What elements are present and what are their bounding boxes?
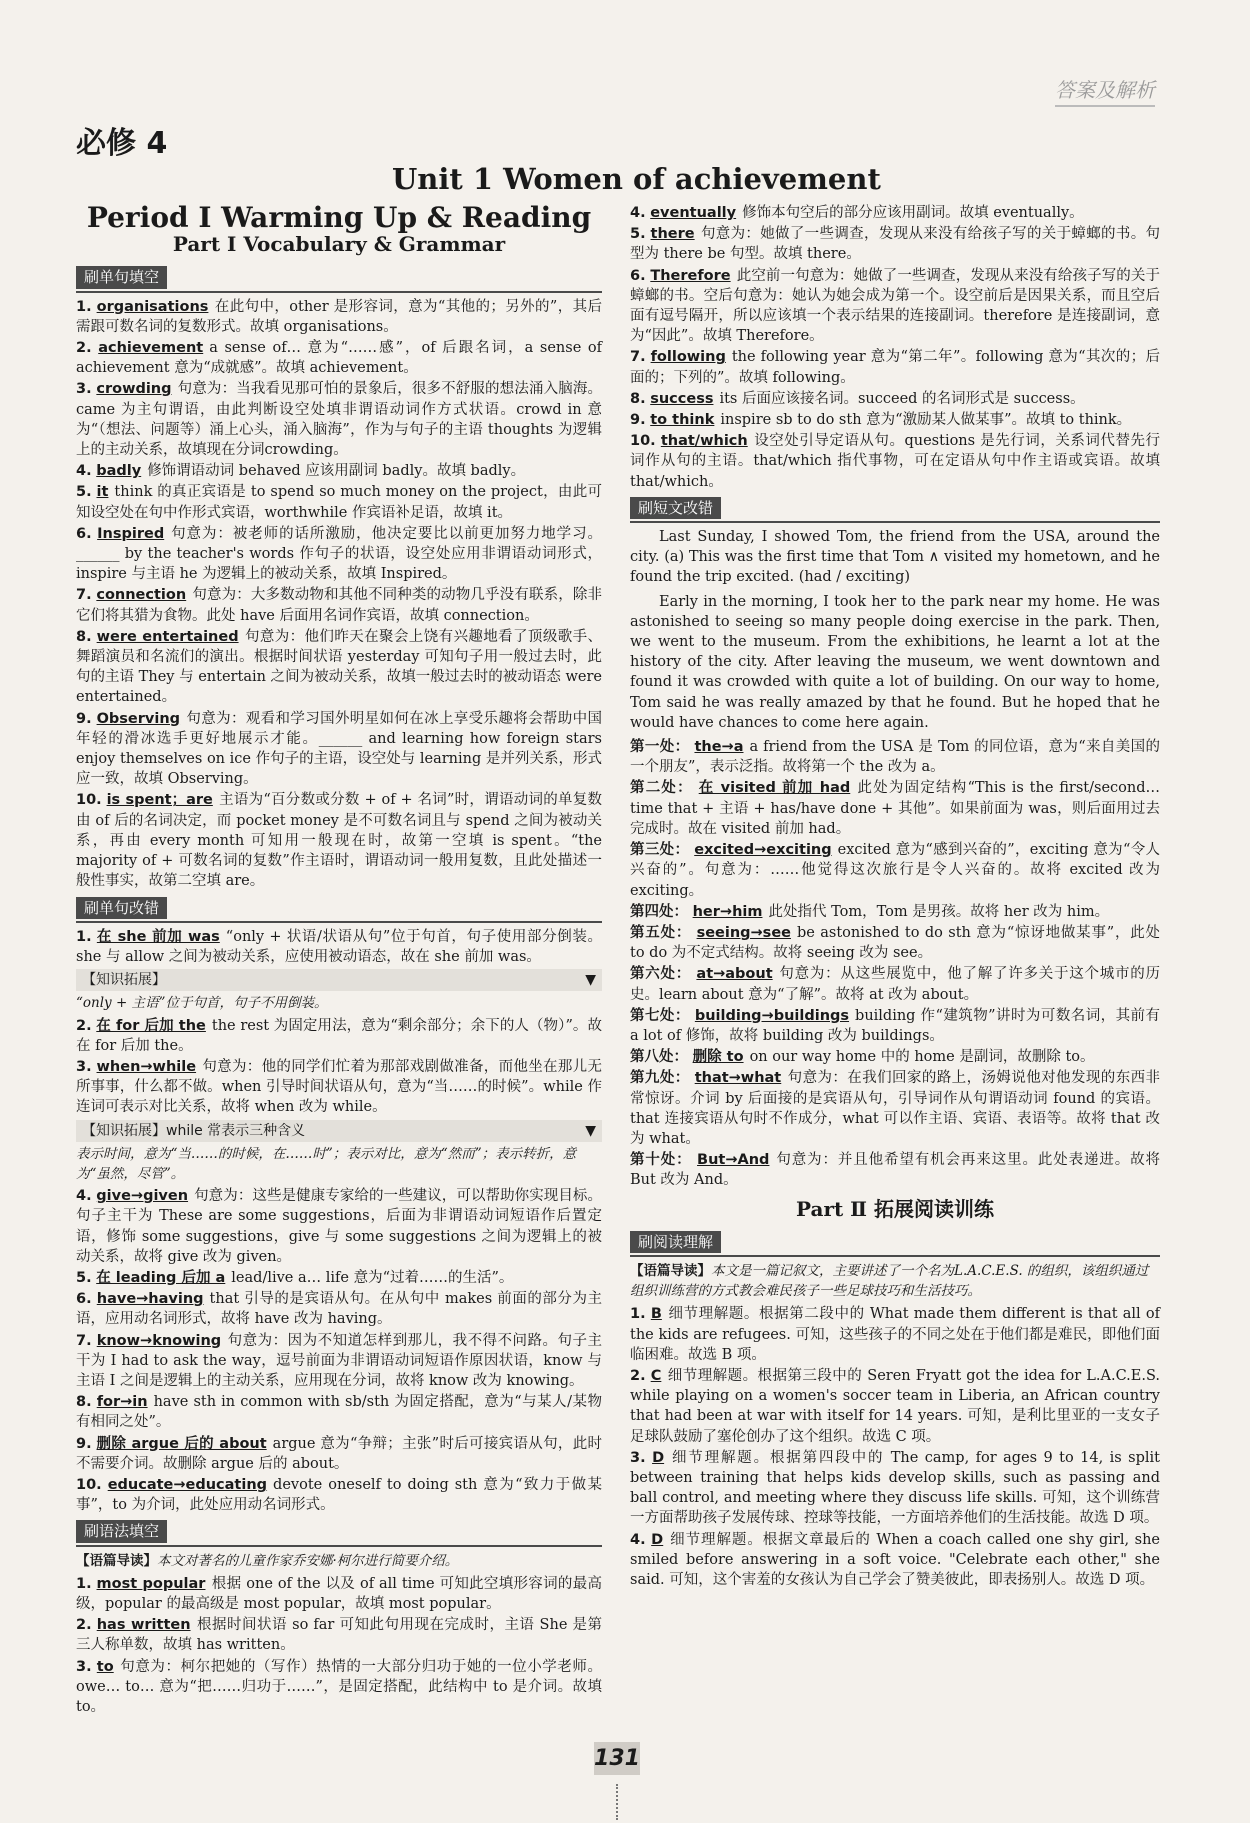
item-answer: at→about xyxy=(696,966,773,983)
item-explanation: think 的真正宾语是 to spend so much money on the project，由此可知设空处在句中作形式宾语，worthwhile 作宾语补足语，故填 it。 xyxy=(76,484,603,521)
answer-item xyxy=(630,964,1160,1004)
answer-item xyxy=(76,709,602,790)
item-explanation: 句意为：他的同学们忙着为那部戏剧做准备，而他坐在那儿无所事事，什么都不做。when 引导时间状语从句，意为“当……的时候”。while 作连词可表示对比关系，故将 when 改为 while。 xyxy=(76,1058,602,1116)
item-answer: But→And xyxy=(697,1152,770,1169)
item-explanation: that 引导的是宾语从句。在从句中 makes 前面的部分为主语，应用动名词形式，故将 have 改为 having。 xyxy=(76,1291,603,1328)
item-explanation: 句意为：在我们回家的路上，汤姆说他对他发现的东西非常惊讶。介词 by 后面接的是宾语从句，引导词作从句谓语动词 found 的宾语。that 连接宾语从句时不作成分，what 可以作主语、宾语、表语等。故将 that 改为 what。 xyxy=(630,1070,1161,1147)
item-explanation: a friend from the USA 是 Tom 的同位语，意为“来自美国的一个朋友”，表示泛指。故将第一个 the 改为 a。 xyxy=(630,739,1161,776)
answer-item xyxy=(76,585,602,625)
answer-item xyxy=(630,737,1160,777)
extension-text: “only + 主语”位于句首，句子不用倒装。 xyxy=(76,995,328,1012)
section-header xyxy=(630,493,1160,523)
item-explanation: 句意为：这些是健康专家给的一些建议，可以帮助你实现目标。句子主干为 These are some suggestions，后面为非谓语动词短语作后置定语，修饰 some suggestions，give 与 some suggestions 之间为逻辑上的被动关系，故将 give 改为 given。 xyxy=(76,1188,603,1265)
item-number: 10. xyxy=(630,433,656,450)
item-number: 3. xyxy=(76,1058,92,1075)
item-answer: that/which xyxy=(660,433,748,450)
item-explanation: excited 意为“感到兴奋的”，exciting 意为“令人兴奋的”。句意为：……他觉得这次旅行是令人兴奋的。故将 excited 改为 exciting。 xyxy=(630,842,1161,899)
item-explanation: 根据时间状语 so far 可知此句用现在完成时，主语 She 是第三人称单数，故填 has written。 xyxy=(76,1617,602,1654)
answer-item xyxy=(76,790,602,891)
guide-label: 【语篇导读】 xyxy=(630,1262,711,1279)
item-answer: seeing→see xyxy=(696,924,791,941)
item-explanation: 修饰本句空后的部分应该用副词。故填 eventually。 xyxy=(742,205,1084,221)
item-number: 8. xyxy=(76,1394,92,1411)
item-explanation: building 作“建筑物”讲时为可数名词，其前有 a lot of 修饰，故将 building 改为 buildings。 xyxy=(630,1007,1161,1044)
answer-item xyxy=(630,1448,1160,1529)
item-answer: badly xyxy=(96,463,142,480)
item-number: 5. xyxy=(630,226,646,243)
item-answer: 删除 to xyxy=(692,1049,744,1066)
item-explanation: 句意为：观看和学习国外明星如何在冰上享受乐趣将会帮助中国年轻的滑冰选手更好地展示才能。______ and learning how foreign stars enjoy themselves on ice 作句子的主语，设空处与 learning 是并列关系，形式应一致，故填 Observing。 xyxy=(76,710,603,788)
item-number: 7. xyxy=(630,349,646,366)
item-answer: when→while xyxy=(96,1058,197,1075)
item-explanation: 句意为：他们昨天在聚会上饶有兴趣地看了顶级歌手、舞蹈演员和名流们的演出。根据时间状语 yesterday 可知句子用一般过去时，此句的主语 They 与 entertain 之间为被动关系，故填一般过去时的被动语态 were entertained。 xyxy=(76,628,603,706)
item-number: 1. xyxy=(76,928,92,945)
knowledge-extension xyxy=(76,969,602,991)
answer-item xyxy=(630,224,1160,264)
answer-item xyxy=(76,482,602,522)
left-column xyxy=(76,200,602,1718)
item-answer: to think xyxy=(650,412,715,429)
guide-text: 本文是一篇记叙文，主要讲述了一个名为L.A.C.E.S. 的组织，该组织通过组织训练营的方式教会难民孩子一些足球技巧和生活技巧。 xyxy=(630,1262,1149,1300)
answer-item xyxy=(630,923,1160,963)
triangle-icon: ▼ xyxy=(585,1122,596,1139)
answer-item xyxy=(76,338,602,378)
answer-item xyxy=(630,902,1160,922)
answer-item xyxy=(76,1657,602,1718)
answer-item xyxy=(630,266,1160,347)
guide-label: 【语篇导读】 xyxy=(76,1552,157,1569)
grammar-list xyxy=(630,203,1160,492)
item-answer: the→a xyxy=(694,739,744,756)
answer-item xyxy=(76,927,602,967)
item-explanation: lead/live a… life 意为“过着……的生活”。 xyxy=(231,1269,514,1286)
section-tab: 刷阅读理解 xyxy=(630,1231,721,1253)
item-answer: eventually xyxy=(650,205,737,221)
item-number: 4. xyxy=(630,1531,646,1548)
item-answer: 在 leading 后加 a xyxy=(96,1269,226,1286)
section-header xyxy=(630,1227,1160,1257)
passage-paragraph: Early in the morning, I took her to the park near my home. He was astonished to seeing so many people doing exercise in the park. Then, we went to the museum. From the exhibitions, he learnt a lot at the history of the city. After leaving the museum, we went downtown and found it was crowded with quite a lot of building. On our way to home, Tom said he was really amazed by that he found. But he hoped that he would have chances to come here again. xyxy=(630,593,1160,731)
grammar-list xyxy=(76,1574,602,1717)
item-answer: 在 she 前加 was xyxy=(96,928,220,945)
item-number: 7. xyxy=(76,587,92,604)
item-number: 2. xyxy=(76,1017,92,1034)
answer-item xyxy=(76,1057,602,1118)
item-explanation: 句意为：因为不知道怎样到那儿，我不得不问路。句子主干为 I had to ask the way，逗号前面为非谓语动词短语作原因状语，know 与主语 I 之间是逻辑上的主动关系，应用现在分词，故将 know 改为 knowing。 xyxy=(76,1332,603,1389)
answer-item xyxy=(76,627,602,708)
item-answer: Therefore xyxy=(650,267,731,284)
item-number: 1. xyxy=(76,1575,92,1592)
right-column xyxy=(630,203,1160,1591)
answer-item xyxy=(76,1434,602,1474)
item-answer: connection xyxy=(96,587,187,604)
answer-item xyxy=(630,1068,1160,1149)
item-answer: Observing xyxy=(96,710,181,727)
item-explanation: the following year 意为“第二年”。following 意为“其次的；后面的；下列的”。故填 following。 xyxy=(630,349,1161,386)
item-number: 第一处： xyxy=(630,739,690,756)
item-explanation: 修饰谓语动词 behaved 应该用副词 badly。故填 badly。 xyxy=(147,463,526,480)
item-number: 8. xyxy=(630,390,646,407)
item-number: 第十处： xyxy=(630,1152,692,1169)
extension-title: 【知识拓展】 xyxy=(82,972,166,989)
answer-item xyxy=(630,1304,1160,1365)
item-number: 3. xyxy=(76,381,92,398)
answer-item xyxy=(76,379,602,460)
correction-list xyxy=(76,927,602,967)
answer-item xyxy=(76,1331,602,1392)
correction-passage xyxy=(630,527,1160,733)
item-explanation: 此处指代 Tom，Tom 是男孩。故将 her 改为 him。 xyxy=(768,903,1110,920)
item-number: 10. xyxy=(76,1476,102,1493)
item-number: 第五处： xyxy=(630,924,692,941)
item-answer: her→him xyxy=(692,903,763,920)
item-number: 5. xyxy=(76,1269,92,1286)
item-answer: D xyxy=(652,1449,665,1466)
passage-paragraph: Last Sunday, I showed Tom, the friend from the USA, around the city. (a) This was the first time that Tom ∧ visited my hometown, and he found the trip excited. (had / exciting) xyxy=(630,529,1160,586)
item-answer: that→what xyxy=(694,1070,782,1087)
section-tab: 刷单句填空 xyxy=(76,266,167,288)
passage-guide xyxy=(76,1551,602,1571)
item-explanation: devote oneself to doing sth 意为“致力于做某事”，to 为介词，此处应用动名词形式。 xyxy=(76,1476,602,1514)
correction-list xyxy=(76,1016,602,1118)
item-explanation: the rest 为固定用法，意为“剩余部分；余下的人（物）”。故在 for 后加 the。 xyxy=(76,1017,603,1054)
item-number: 8. xyxy=(76,628,92,645)
period-title: Period Ⅰ Warming Up & Reading xyxy=(86,201,592,234)
item-explanation: 设空处引导定语从句。questions 是先行词，关系词代替先行词作从句的主语。that/which 指代事物，可在定语从句中作主语或宾语。故填 that/which。 xyxy=(630,433,1160,490)
item-explanation: 句意为：被老师的话所激励，他决定要比以前更加努力地学习。______ by the teacher's words 作句子的状语，设空处应用非谓语动词形式，inspire 与主语 he 为逻辑上的被动关系，故填 Inspired。 xyxy=(76,525,602,583)
item-answer: D xyxy=(651,1531,664,1548)
item-number: 4. xyxy=(76,1188,92,1205)
item-explanation: 句意为：大多数动物和其他不同种类的动物几乎没有联系，除非它们将其猎为食物。此处 have 后面用名词作宾语，故填 connection。 xyxy=(76,587,603,624)
answer-item xyxy=(76,1268,602,1288)
item-explanation: 细节理解题。根据文章最后的 When a coach called one shy girl, she smiled before answering in a soft voice. "Celebrate each other," she said. 可知，这个害羞的女孩认为自己学会了赞美彼此，即表扬别人。故选 D 项。 xyxy=(630,1531,1161,1588)
item-answer: crowding xyxy=(96,381,172,398)
item-number: 3. xyxy=(630,1449,646,1466)
item-answer: for→in xyxy=(96,1394,148,1411)
answer-item xyxy=(630,203,1160,223)
item-answer: give→given xyxy=(96,1188,189,1205)
section-tab: 刷单句改错 xyxy=(76,897,167,919)
answer-item xyxy=(630,840,1160,901)
answer-item xyxy=(76,461,602,481)
answer-item xyxy=(76,524,602,585)
item-answer: 在 for 后加 the xyxy=(96,1017,206,1034)
item-number: 2. xyxy=(630,1367,646,1384)
answer-item xyxy=(76,297,602,337)
answer-item xyxy=(76,1574,602,1614)
item-explanation: its 后面应该接名词。succeed 的名词形式是 success。 xyxy=(719,390,1085,407)
item-answer: know→knowing xyxy=(96,1332,222,1349)
item-explanation: “only + 状语/状语从句”位于句首，句子使用部分倒装。she 与 allow 之间为被动关系，应使用被动语态，故在 she 前加 was。 xyxy=(76,928,602,965)
answer-item xyxy=(76,1186,602,1267)
item-number: 3. xyxy=(76,1658,92,1675)
item-number: 4. xyxy=(630,205,646,221)
item-number: 第三处： xyxy=(630,842,690,859)
guide-text: 本文对著名的儿童作家乔安娜·柯尔进行简要介绍。 xyxy=(157,1552,459,1569)
knowledge-extension xyxy=(76,1120,602,1142)
item-answer: educate→educating xyxy=(107,1476,268,1493)
section-tab: 刷短文改错 xyxy=(630,497,721,519)
item-answer: success xyxy=(650,390,714,407)
item-answer: it xyxy=(96,484,109,501)
answer-item xyxy=(630,1150,1160,1190)
item-answer: 删除 argue 后的 about xyxy=(96,1435,267,1452)
item-number: 2. xyxy=(76,340,92,357)
item-explanation: 主语为“百分数或分数 + of + 名词”时，谓语动词的单复数由 of 后的名词决定，而 pocket money 是不可数名词且与 spend 之间为被动关系，再由 every month 可知用一般现在时，故第一空填 is spent。“the majority of + 可数名词的复数”作主语时，谓语动词一般用复数，且此处描述一般性事实，故第二空填 are。 xyxy=(76,792,602,890)
item-answer: excited→exciting xyxy=(694,842,832,859)
triangle-icon: ▼ xyxy=(585,972,596,989)
item-number: 第二处： xyxy=(630,780,693,797)
page-number: 131 xyxy=(594,1742,640,1775)
item-explanation: be astonished to do sth 意为“惊讶地做某事”，此处 to do 为不定式结构。故将 seeing 改为 see。 xyxy=(630,924,1161,962)
section-header xyxy=(76,262,602,292)
item-number: 4. xyxy=(76,463,92,480)
item-number: 1. xyxy=(630,1306,646,1323)
item-explanation: 句意为：当我看见那可怕的景象后，很多不舒服的想法涌入脑海。came 为主句谓语，由此判断设空处填非谓语动词作方式状语。crowd in 意为“（想法、问题等）涌上心头，涌入脑海”，作为与句子的主语 thoughts 为逻辑上的主动关系，故填现在分词crowding。 xyxy=(76,381,603,459)
item-number: 9. xyxy=(76,1435,92,1452)
passage-guide xyxy=(630,1261,1160,1301)
extension-text: 表示时间，意为“当……的时候，在……时”；表示对比，意为“然而”；表示转折，意为“虽然，尽管”。 xyxy=(76,1145,577,1182)
item-explanation: 此空前一句意为：她做了一些调查，发现从来没有给孩子写的关于蟑螂的书。空后句意为：她认为她会成为第一个。设空前后是因果关系，而且空后面有逗号隔开，所以应该填一个表示结果的连接副词。therefore 是连接副词，意为“因此”。故填 Therefore。 xyxy=(630,267,1161,345)
item-explanation: 句意为：并且他希望有机会再来这里。此处表递进。故将 But 改为 And。 xyxy=(630,1152,1161,1189)
correction-list xyxy=(76,1186,602,1515)
item-explanation: 细节理解题。根据第四段中的 The camp, for ages 9 to 14, is split between training that helps kids develop skills, such as passing and ball control, and meeting where they discuss life skills. 可知，这个训练营一方面帮助孩子发展传球、控球等技能，一方面培养他们的生活技能。故选 D 项。 xyxy=(630,1449,1161,1527)
item-answer: B xyxy=(650,1306,662,1323)
item-answer: organisations xyxy=(96,298,209,315)
item-explanation: 细节理解题。根据第三段中的 Seren Fryatt got the idea for L.A.C.E.S. while playing on a women's soccer team in Liberia, an African country that had been at war with itself for 14 years. 可知，是利比里亚的一支女子足球队鼓励了塞伦创办了这个组织。故选 C 项。 xyxy=(630,1367,1160,1445)
item-explanation: 此处为固定结构“This is the first/second… time that + 主语 + has/have done + 其他”。如果前面为 was，则后面用过去完成时。故在 visited 前加 had。 xyxy=(630,780,1161,837)
item-explanation: have sth in common with sb/sth 为固定搭配，意为“与某人/某物有相同之处”。 xyxy=(76,1394,603,1431)
answer-item xyxy=(630,389,1160,409)
item-number: 6. xyxy=(630,267,646,284)
item-explanation: 细节理解题。根据第二段中的 What made them different is that all of the kids are refugees. 可知，这些孩子的不同之处在于他们都是难民，即他们面临困难。故选 B 项。 xyxy=(630,1306,1160,1363)
item-explanation: argue 意为“争辩；主张”时后可接宾语从句，此时不需要介词。故删除 argue 后的 about。 xyxy=(76,1435,602,1472)
item-number: 9. xyxy=(76,710,92,727)
answer-item xyxy=(630,431,1160,492)
answer-item xyxy=(630,1530,1160,1591)
answer-item xyxy=(630,778,1160,839)
item-number: 6. xyxy=(76,525,92,542)
item-answer: have→having xyxy=(96,1291,204,1308)
item-explanation: a sense of… 意为“……感”，of 后跟名词，a sense of achievement 意为“成就感”。故填 achievement。 xyxy=(76,340,602,377)
item-answer: achievement xyxy=(98,340,204,357)
item-answer: building→buildings xyxy=(694,1007,850,1024)
item-answer: following xyxy=(650,349,726,366)
answer-item xyxy=(630,1366,1160,1447)
item-number: 第九处： xyxy=(630,1070,690,1087)
unit-title: Unit 1 Women of achievement xyxy=(392,162,881,196)
item-answer: is spent；are xyxy=(106,792,213,809)
item-explanation: 根据 one of the 以及 of all time 可知此空填形容词的最高级，popular 的最高级是 most popular，故填 most popular。 xyxy=(76,1575,603,1612)
section-header xyxy=(76,1516,602,1546)
part-title: Part Ⅰ Vocabulary & Grammar xyxy=(172,232,506,257)
fill-list xyxy=(76,297,602,892)
item-answer: to xyxy=(96,1658,114,1675)
answer-item xyxy=(76,1016,602,1056)
answer-item xyxy=(630,347,1160,387)
item-number: 第七处： xyxy=(630,1007,690,1024)
answer-item xyxy=(630,1047,1160,1067)
answer-item xyxy=(76,1615,602,1655)
extension-title: 【知识拓展】while 常表示三种含义 xyxy=(82,1122,306,1139)
item-number: 9. xyxy=(630,412,646,429)
answer-item xyxy=(630,410,1160,430)
item-number: 1. xyxy=(76,298,92,315)
item-number: 第六处： xyxy=(630,966,692,983)
item-answer: has written xyxy=(96,1617,191,1634)
page-dots xyxy=(616,1784,620,1820)
item-number: 6. xyxy=(76,1291,92,1308)
item-answer: C xyxy=(650,1367,662,1384)
part2-title: Part Ⅱ 拓展阅读训练 xyxy=(795,1196,995,1221)
answer-item xyxy=(630,1006,1160,1046)
book-title: 必修 4 xyxy=(76,126,168,161)
item-number: 5. xyxy=(76,484,92,501)
item-number: 2. xyxy=(76,1617,92,1634)
item-number: 7. xyxy=(76,1332,92,1349)
item-number: 第八处： xyxy=(630,1049,688,1066)
header-tag: 答案及解析 xyxy=(1055,74,1155,107)
item-number: 10. xyxy=(76,792,102,809)
item-explanation: on our way home 中的 home 是副词，故删除 to。 xyxy=(749,1049,1095,1066)
item-explanation: 句意为：她做了一些调查，发现从来没有给孩子写的关于蟑螂的书。句型为 there be 句型。故填 there。 xyxy=(630,226,1161,263)
item-explanation: inspire sb to do sth 意为“激励某人做某事”。故填 to think。 xyxy=(720,412,1132,429)
item-answer: were entertained xyxy=(96,628,239,645)
answer-item xyxy=(76,1392,602,1432)
item-explanation: 句意为：柯尔把她的（写作）热情的一大部分归功于她的一位小学老师。owe… to… 意为“把……归功于……”，是固定搭配，此结构中 to 是介词。故填 to。 xyxy=(76,1658,603,1716)
reading-list xyxy=(630,1304,1160,1590)
item-answer: most popular xyxy=(96,1575,206,1592)
item-explanation: 在此句中，other 是形容词，意为“其他的；另外的”，其后需跟可数名词的复数形式。故填 organisations。 xyxy=(76,298,602,335)
item-answer: there xyxy=(650,226,695,243)
item-answer: Inspired xyxy=(97,525,165,542)
item-answer: 在 visited 前加 had xyxy=(698,780,851,797)
answer-item xyxy=(76,1475,602,1515)
section-header xyxy=(76,893,602,923)
item-explanation: 句意为：从这些展览中，他了解了许多关于这个城市的历史。learn about 意为“了解”。故将 at 改为 about。 xyxy=(630,966,1161,1003)
error-list xyxy=(630,737,1160,1190)
section-tab: 刷语法填空 xyxy=(76,1520,167,1542)
item-number: 第四处： xyxy=(630,903,688,920)
answer-item xyxy=(76,1289,602,1329)
